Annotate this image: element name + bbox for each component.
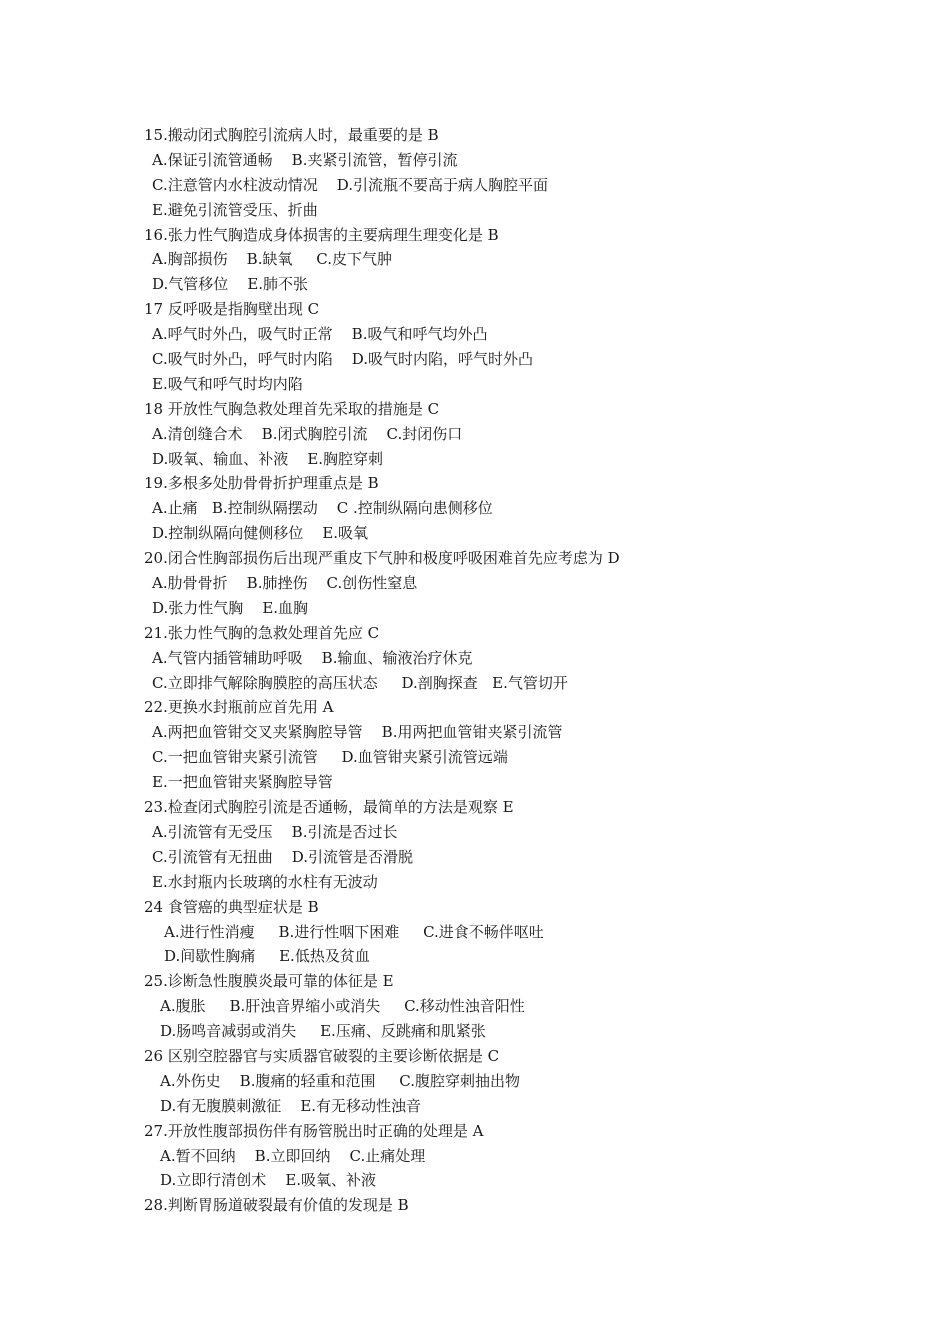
answer-options-line: A.外伤史 B.腹痛的轻重和范围 C.腹腔穿刺抽出物	[160, 1071, 521, 1090]
question-stem: 23.检查闭式胸腔引流是否通畅，最简单的方法是观察 E	[144, 798, 514, 817]
answer-options-line: D.气管移位 E.肺不张	[152, 275, 309, 294]
question-stem: 16.张力性气胸造成身体损害的主要病理生理变化是 B	[144, 225, 499, 244]
answer-options-line: C.吸气时外凸，呼气时内陷 D.吸气时内陷，呼气时外凸	[152, 350, 534, 369]
answer-options-line: A.腹胀 B.肝浊音界缩小或消失 C.移动性浊音阳性	[160, 997, 525, 1016]
answer-options-line: A.止痛 B.控制纵隔摆动 C .控制纵隔向患侧移位	[152, 499, 493, 518]
answer-options-line: A.进行性消瘦 B.进行性咽下困难 C.进食不畅伴呕吐	[164, 922, 544, 941]
answer-options-line: D.控制纵隔向健侧移位 E.吸氧	[152, 524, 369, 543]
answer-options-line: A.保证引流管通畅 B.夹紧引流管，暂停引流	[152, 150, 458, 169]
question-stem: 24 食管癌的典型症状是 B	[144, 897, 319, 916]
answer-options-line: C.注意管内水柱波动情况 D.引流瓶不要高于病人胸腔平面	[152, 175, 549, 194]
question-stem: 19.多根多处肋骨骨折护理重点是 B	[144, 474, 379, 493]
answer-options-line: E.吸气和呼气时均内陷	[152, 374, 303, 393]
answer-options-line: C.引流管有无扭曲 D.引流管是否滑脱	[152, 847, 414, 866]
answer-options-line: D.吸氧、输血、补液 E.胸腔穿刺	[152, 449, 384, 468]
answer-options-line: D.肠鸣音减弱或消失 E.压痛、反跳痛和肌紧张	[160, 1022, 486, 1041]
question-stem: 21.张力性气胸的急救处理首先应 C	[144, 623, 380, 642]
answer-options-line: A.胸部损伤 B.缺氧 C.皮下气肿	[152, 250, 393, 269]
question-stem: 17 反呼吸是指胸壁出现 C	[144, 300, 320, 319]
answer-options-line: E.避免引流管受压、折曲	[152, 200, 318, 219]
question-stem: 22.更换水封瓶前应首先用 A	[144, 698, 334, 717]
question-stem: 18 开放性气胸急救处理首先采取的措施是 C	[144, 399, 440, 418]
answer-options-line: C.立即排气解除胸膜腔的高压状态 D.剖胸探查 E.气管切开	[152, 673, 568, 692]
answer-options-line: A.引流管有无受压 B.引流是否过长	[152, 822, 398, 841]
answer-options-line: A.清创缝合术 B.闭式胸腔引流 C.封闭伤口	[152, 424, 463, 443]
answer-options-line: D.间歇性胸痛 E.低热及贫血	[164, 947, 370, 966]
question-stem: 28.判断胃肠道破裂最有价值的发现是 B	[144, 1196, 409, 1215]
answer-options-line: D.立即行清创术 E.吸氧、补液	[160, 1171, 377, 1190]
answer-options-line: E.一把血管钳夹紧胸腔导管	[152, 773, 333, 792]
question-stem: 15.搬动闭式胸腔引流病人时，最重要的是 B	[144, 126, 439, 144]
answer-options-line: E.水封瓶内长玻璃的水柱有无波动	[152, 872, 378, 891]
answer-options-line: A.肋骨骨折 B.肺挫伤 C.创伤性窒息	[152, 574, 418, 593]
answer-options-line: A.呼气时外凸，吸气时正常 B.吸气和呼气均外凸	[152, 325, 488, 344]
question-list	[144, 123, 864, 1218]
answer-options-line: D.张力性气胸 E.血胸	[152, 598, 309, 617]
answer-options-line: A.暂不回纳 B.立即回纳 C.止痛处理	[160, 1146, 426, 1165]
answer-options-line: A.两把血管钳交叉夹紧胸腔导管 B.用两把血管钳夹紧引流管	[152, 723, 563, 742]
question-stem: 20.闭合性胸部损伤后出现严重皮下气肿和极度呼吸困难首先应考虑为 D	[144, 549, 620, 568]
question-stem: 25.诊断急性腹膜炎最可靠的体征是 E	[144, 972, 394, 991]
answer-options-line: D.有无腹膜刺激征 E.有无移动性浊音	[160, 1096, 422, 1115]
question-stem: 26 区别空腔器官与实质器官破裂的主要诊断依据是 C	[144, 1046, 500, 1065]
answer-options-line: A.气管内插管辅助呼吸 B.输血、输液治疗休克	[152, 648, 473, 667]
question-stem: 27.开放性腹部损伤伴有肠管脱出时正确的处理是 A	[144, 1121, 484, 1140]
answer-options-line: C.一把血管钳夹紧引流管 D.血管钳夹紧引流管远端	[152, 748, 508, 767]
